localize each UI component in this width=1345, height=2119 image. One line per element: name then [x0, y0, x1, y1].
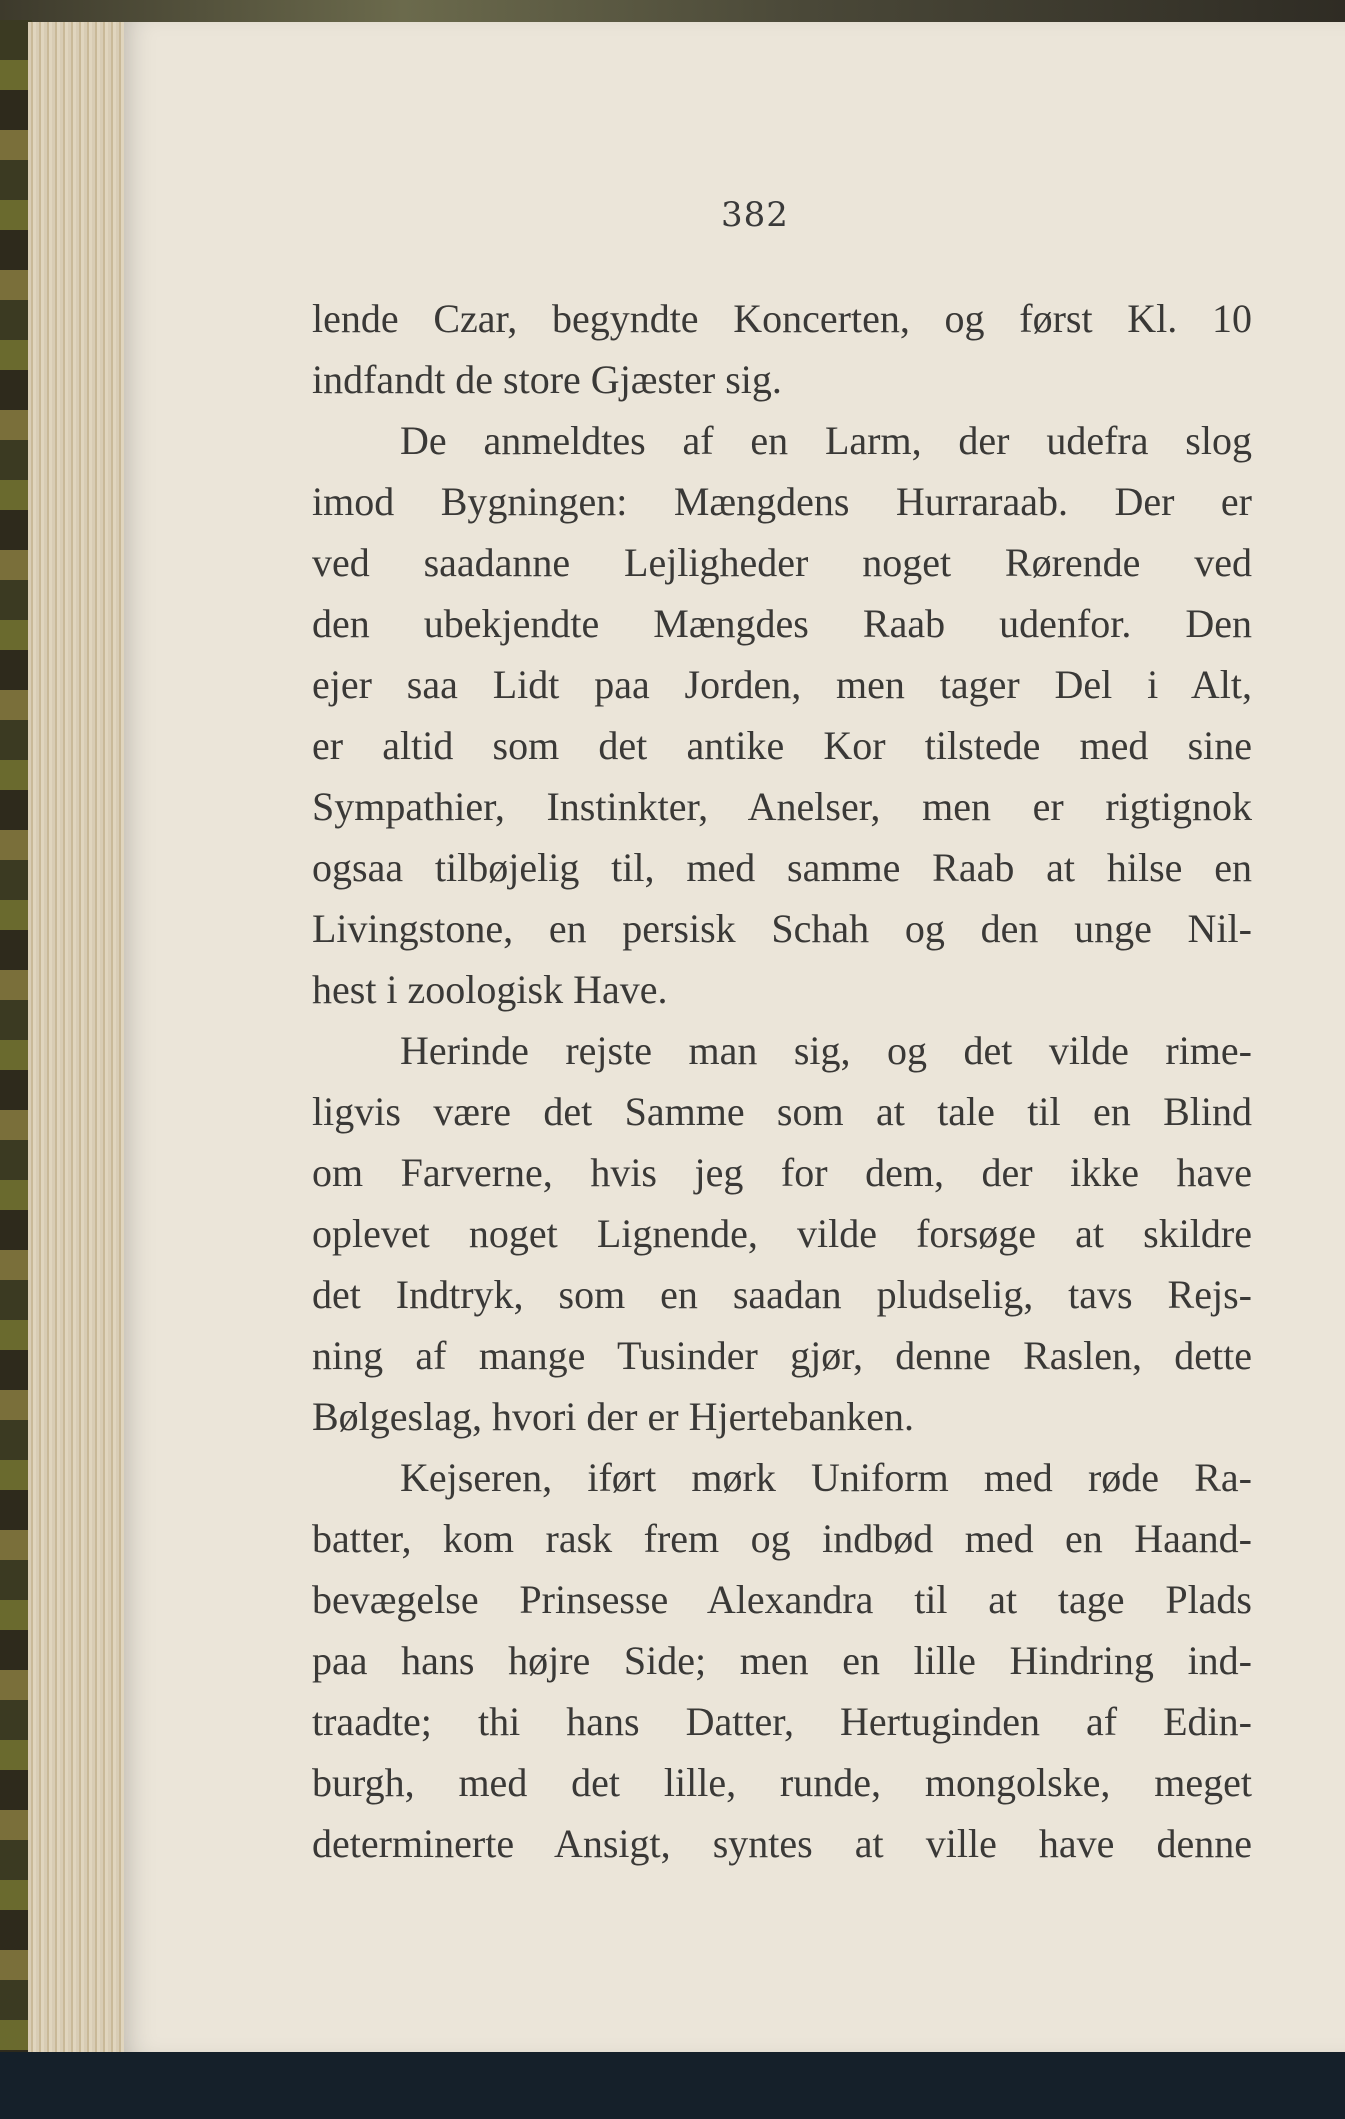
text-line: paa hans højre Side; men en lille Hindring ind-: [312, 1638, 1252, 1683]
text-line: bevægelse Prinsesse Alexandra til at tage Plads: [312, 1577, 1252, 1622]
text-line: De anmeldtes af en Larm, der udefra slog: [400, 418, 1252, 463]
text-line: burgh, med det lille, runde, mongolske, meget: [312, 1760, 1252, 1805]
text-line: oplevet noget Lignende, vilde forsøge at skildre: [312, 1211, 1252, 1256]
text-line: ejer saa Lidt paa Jorden, men tager Del i Alt,: [312, 662, 1252, 707]
text-line: det Indtryk, som en saadan pludselig, tavs Rejs-: [312, 1272, 1252, 1317]
text-line: imod Bygningen: Mængdens Hurraraab. Der er: [312, 479, 1252, 524]
text-line: Bølgeslag, hvori der er Hjertebanken.: [312, 1394, 915, 1439]
text-line: den ubekjendte Mængdes Raab udenfor. Den: [312, 601, 1252, 646]
page-edges: [28, 22, 128, 2052]
text-line: Kejseren, iført mørk Uniform med røde Ra-: [400, 1455, 1252, 1500]
text-line: determinerte Ansigt, syntes at ville have denne: [312, 1821, 1252, 1866]
text-line: hest i zoologisk Have.: [312, 967, 668, 1012]
text-line: ligvis være det Samme som at tale til en Blind: [312, 1089, 1252, 1134]
text-line: er altid som det antike Kor tilstede med sine: [312, 723, 1252, 768]
text-line: ved saadanne Lejligheder noget Rørende ved: [312, 540, 1252, 585]
text-line: batter, kom rask frem og indbød med en Haand-: [312, 1516, 1252, 1561]
text-line: ning af mange Tusinder gjør, denne Raslen, dette: [312, 1333, 1252, 1378]
page-number: 382: [721, 195, 789, 235]
body-text: [312, 288, 1252, 1874]
text-line: Livingstone, en persisk Schah og den unge Nil-: [312, 906, 1252, 951]
text-line: traadte; thi hans Datter, Hertuginden af Edin-: [312, 1699, 1252, 1744]
text-line: indfandt de store Gjæster sig.: [312, 357, 782, 402]
background-bottom: [0, 2052, 1345, 2119]
text-line: om Farverne, hvis jeg for dem, der ikke have: [312, 1150, 1252, 1195]
text-line: lende Czar, begyndte Koncerten, og først Kl. 10: [312, 296, 1252, 341]
text-line: Herinde rejste man sig, og det vilde rime-: [400, 1028, 1252, 1073]
text-line: ogsaa tilbøjelig til, med samme Raab at hilse en: [312, 845, 1252, 890]
text-line: Sympathier, Instinkter, Anelser, men er rigtignok: [312, 784, 1252, 829]
